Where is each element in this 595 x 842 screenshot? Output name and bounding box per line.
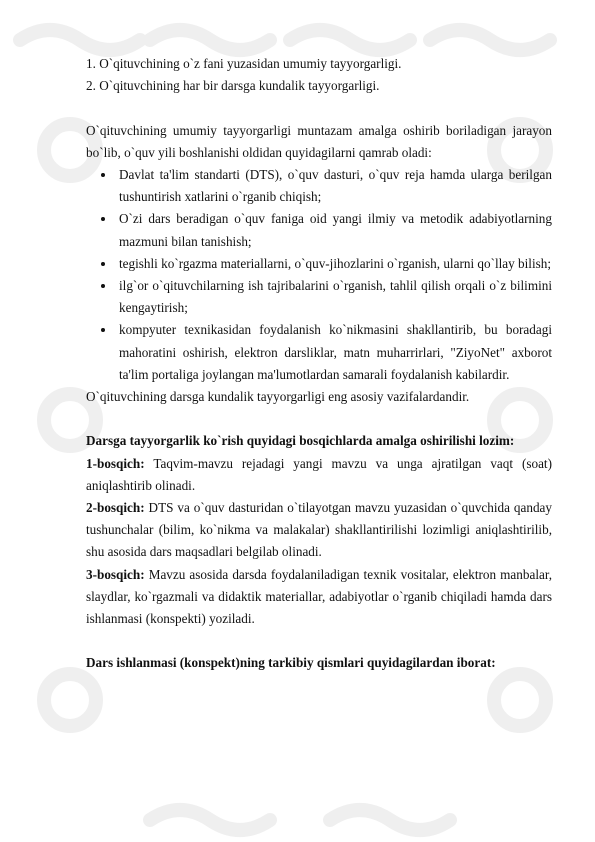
bullet-item: kompyuter texnikasidan foydalanish ko`nikmasini shakllantirib, bu boradagi mahoratini oshirish, elektron darsliklar, matn muharrirlari, "ZiyoNet" axborot ta'lim portaliga joylangan ma'lumotlardan samarali foydalanish kabilardir. <box>86 319 552 386</box>
bullet-item: ilg`or o`qituvchilarning ish tajribalarini o`rganish, tahlil qilish orqali o`z bilimini kengaytirish; <box>86 275 552 319</box>
bullet-item: O`zi dars beradigan o`quv faniga oid yangi ilmiy va metodik adabiyotlarning mazmuni bilan tanishish; <box>86 208 552 252</box>
intro-paragraph: O`qituvchining umumiy tayyorgarligi muntazam amalga oshirib boriladigan jarayon bo`lib, o`quv yili boshlanishi oldidan quyidagilarni qamrab oladi: <box>86 122 552 160</box>
section-heading: Darsga tayyorgarlik ko`rish quyidagi bosqichlarda amalga oshirilishi lozim: <box>86 433 515 449</box>
list-line-1: 1. O`qituvchining o`z fani yuzasidan umumiy tayyorgarligi. <box>86 56 402 71</box>
step-label: 2-bosqich: <box>86 500 145 516</box>
list-line-2: 2. O`qituvchining har bir darsga kundalik tayyorgarligi. <box>86 78 380 94</box>
section-heading-2: Dars ishlanmasi (konspekt)ning tarkibiy qismlari quyidagilardan iborat: <box>86 655 496 671</box>
step-label: 3-bosqich: <box>86 566 145 582</box>
step-paragraph: 2-bosqich: DTS va o`quv dasturidan o`tilayotgan mavzu yuzasidan o`quvchida qanday tushunchalar (bilim, ko`nikma va malakalar) shakllantirilishi lozimligi aniqlashtirilib, shu asosida dars maqsadlari belgilab olinadi. <box>86 500 552 560</box>
step-paragraph: 3-bosqich: Mavzu asosida darsda foydalaniladigan texnik vositalar, elektron manbalar, slaydlar, ko`rgazmali va didaktik materiallar, adabiyotlar o`rganib chiqiladi hamda dars ishlanmasi (konspekti) yoziladi. <box>86 566 552 627</box>
bullet-item: tegishli ko`rgazma materiallarni, o`quv-jihozlarini o`rganish, ularni qo`llay bilish; <box>86 253 552 275</box>
bullet-item: Davlat ta'lim standarti (DTS), o`quv dasturi, o`quv reja hamda ularga berilgan tushuntirish xatlarini o`rganib chiqish; <box>86 164 552 208</box>
bullet-list <box>86 164 552 386</box>
step-paragraph: 1-bosqich: Taqvim-mavzu rejadagi yangi mavzu va unga ajratilgan vaqt (soat) aniqlashtirib olinadi. <box>86 455 552 493</box>
bullet-icon <box>101 262 105 266</box>
step-label: 1-bosqich: <box>86 455 145 471</box>
document-body <box>86 53 552 675</box>
bullet-icon <box>101 217 105 221</box>
bullet-icon <box>101 328 105 332</box>
bullet-icon <box>101 173 105 177</box>
bullet-icon <box>101 284 105 288</box>
closing-paragraph: O`qituvchining darsga kundalik tayyorgarligi eng asosiy vazifalardandir. <box>86 389 470 405</box>
